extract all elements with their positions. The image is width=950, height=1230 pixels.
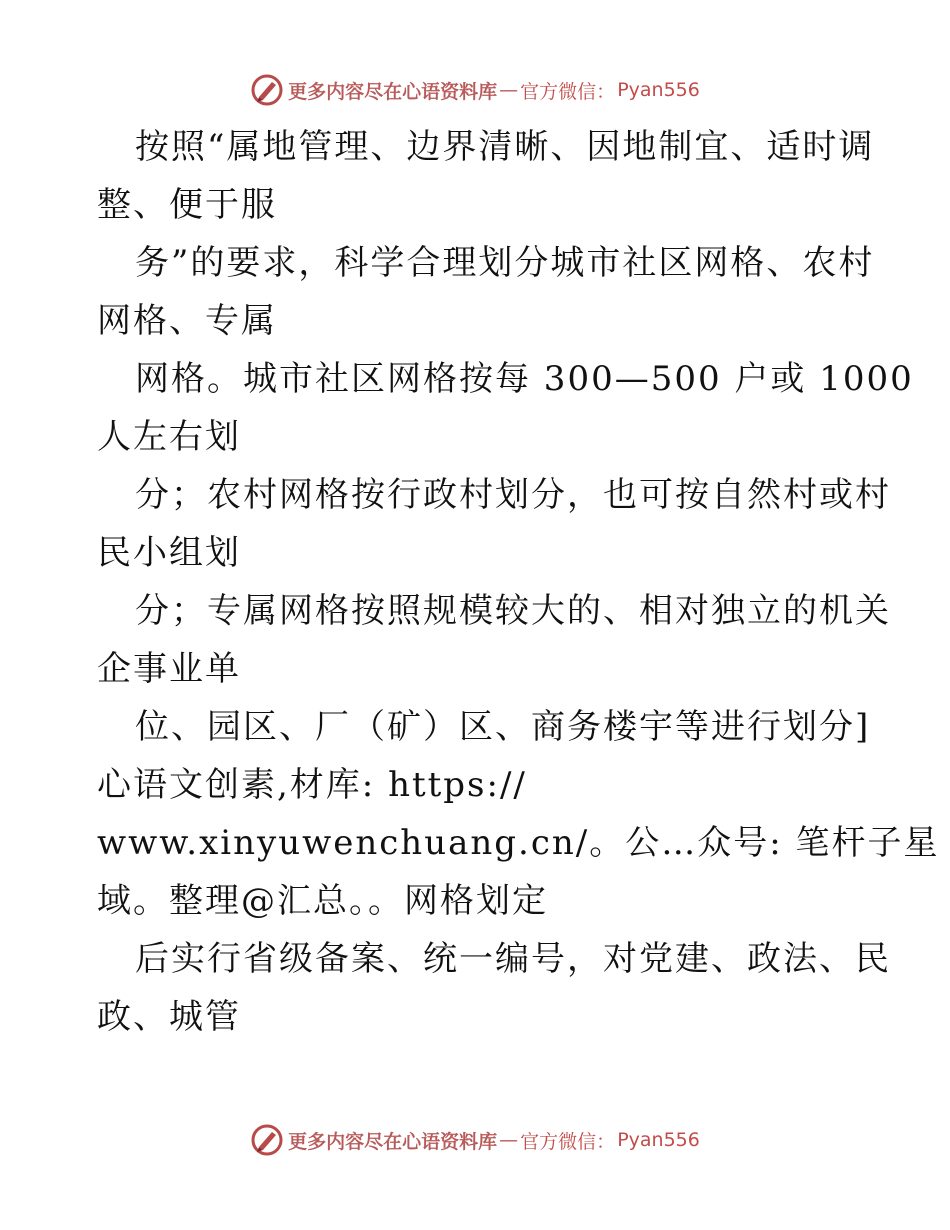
pen-logo-icon <box>250 73 284 107</box>
header-watermark <box>0 70 950 110</box>
body-line: 分；农村网格按行政村划分，也可按自然村或村 <box>135 475 891 515</box>
body-line: 网格、专属 <box>97 301 277 341</box>
watermark-brand-text: 更多内容尽在心语资料库 <box>288 1130 498 1153</box>
body-line: 整、便于服 <box>97 185 277 225</box>
body-line: 政、城管 <box>97 997 241 1037</box>
body-line: 企事业单 <box>97 649 241 689</box>
document-body <box>97 118 940 1046</box>
watermark-brand-text: 更多内容尽在心语资料库 <box>288 80 498 103</box>
watermark-separator: — <box>499 1129 519 1151</box>
body-line: 后实行省级备案、统一编号，对党建、政法、民 <box>135 939 891 979</box>
watermark-official-label: 官方微信： <box>520 1130 616 1153</box>
body-line: 网格。城市社区网格按每 300—500 户或 1000 <box>135 359 914 399</box>
watermark-wechat-id: Pyan556 <box>617 1129 700 1151</box>
body-line: 按照“属地管理、边界清晰、因地制宜、适时调 <box>135 127 875 167</box>
body-line: www.xinyuwenchuang.cn/。公…众号: 笔杆子星 <box>97 823 940 863</box>
body-line: 务”的要求，科学合理划分城市社区网格、农村 <box>135 243 875 283</box>
body-line: 人左右划 <box>97 417 241 457</box>
body-line: 民小组划 <box>97 533 241 573</box>
body-line: 分；专属网格按照规模较大的、相对独立的机关 <box>135 591 891 631</box>
body-line: 位、园区、厂（矿）区、商务楼宇等进行划分] <box>135 707 871 747</box>
body-line: 心语文创素,材库: https:// <box>97 765 527 805</box>
watermark-official-label: 官方微信： <box>520 80 616 103</box>
pen-logo-icon <box>250 1123 284 1157</box>
body-line: 域。整理@汇总。。网格划定 <box>97 881 548 921</box>
footer-watermark <box>0 1120 950 1160</box>
watermark-separator: — <box>499 79 519 101</box>
watermark-wechat-id: Pyan556 <box>617 79 700 101</box>
